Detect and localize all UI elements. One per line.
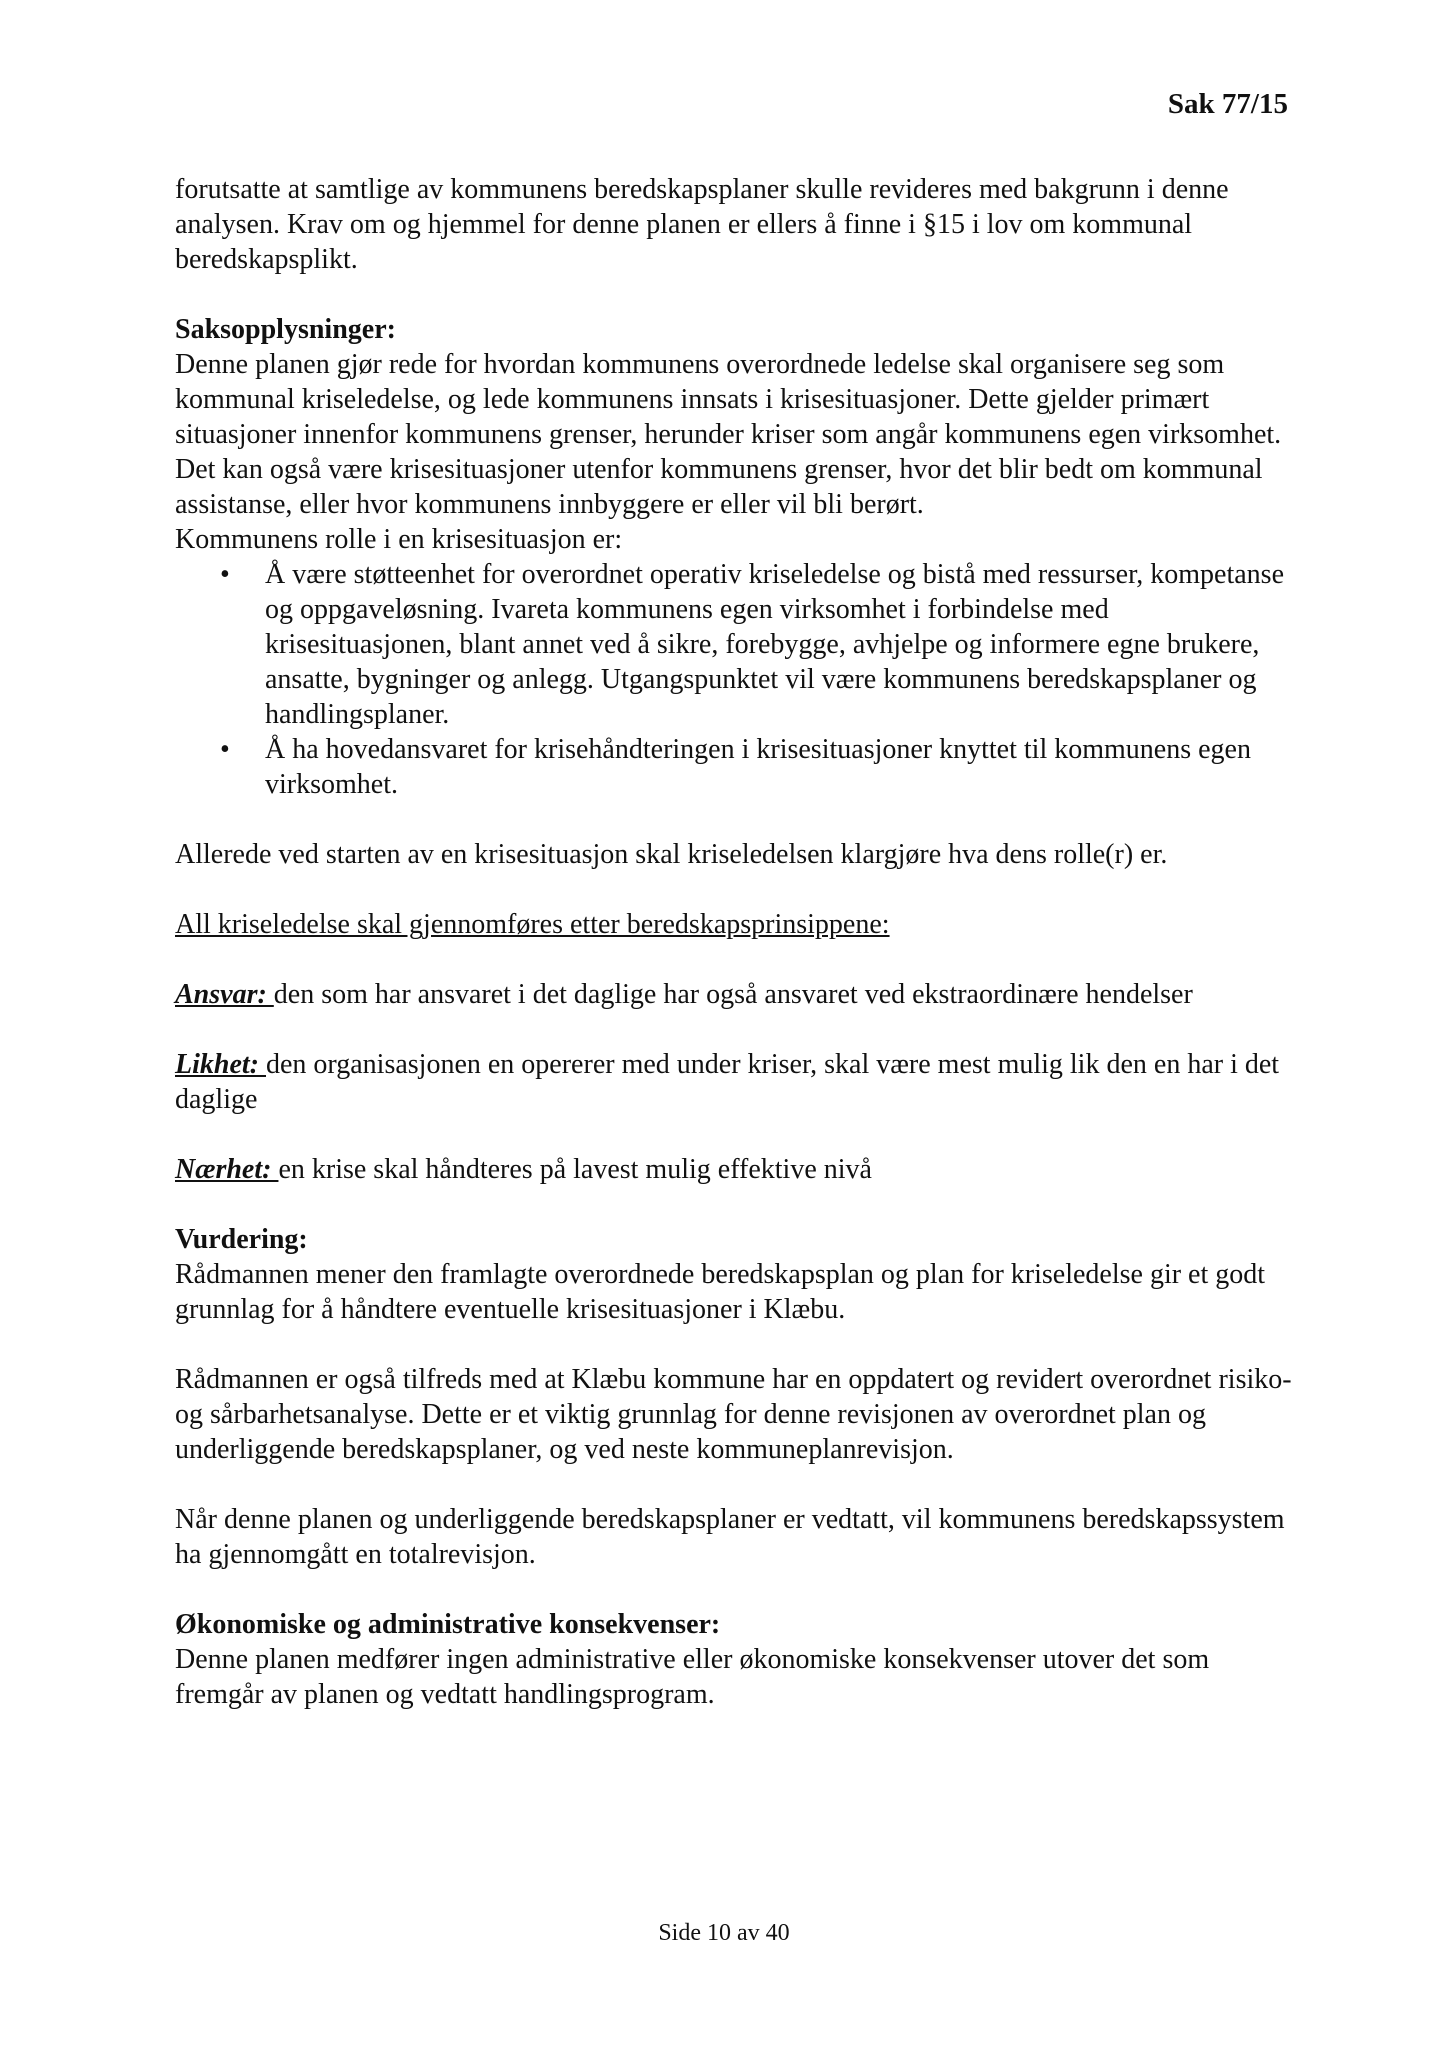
list-item <box>175 732 1295 802</box>
vurdering-heading: Vurdering: <box>175 1224 308 1255</box>
vurdering-paragraph: Rådmannen er også tilfreds med at Klæbu kommune har en oppdatert og revidert overordnet risiko- og sårbarhetsanalyse. Dette er et viktig grunnlag for denne revisjonen av overordnet plan og underliggende beredskapsplaner, og ved neste kommuneplanrevisjon. <box>175 1364 1292 1465</box>
page-number: Side 10 av 40 <box>658 1920 790 1946</box>
principle-term: Ansvar: <box>175 979 274 1010</box>
konsekvenser-heading: Økonomiske og administrative konsekvenser: <box>175 1609 721 1640</box>
principle-text: den organisasjonen en opererer med under kriser, skal være mest mulig lik den en har i det daglige <box>175 1049 1280 1115</box>
case-reference: Sak 77/15 <box>1167 88 1288 120</box>
roles-intro: Kommunens rolle i en krisesituasjon er: <box>175 524 623 555</box>
list-item-text: Å ha hovedansvaret for krisehåndteringen i krisesituasjoner knyttet til kommunens egen virksomhet. <box>265 734 1251 800</box>
list-item-text: Å være støtteenhet for overordnet operativ kriseledelse og bistå med ressurser, kompetanse og oppgaveløsning. Ivareta kommunens egen virksomhet i forbindelse med krisesituasjonen, blant annet ved å sikre, forebygge, avhjelpe og informere egne brukere, ansatte, bygninger og anlegg. Utgangspunktet vil være kommunens beredskapsplaner og handlingsplaner. <box>265 559 1285 730</box>
list-item <box>175 557 1295 732</box>
principle-likhet <box>175 1047 1295 1117</box>
principle-term: Nærhet: <box>175 1154 279 1185</box>
konsekvenser-paragraph: Denne planen medfører ingen administrative eller økonomiske konsekvenser utover det som fremgår av planen og vedtatt handlingsprogram. <box>175 1644 1210 1710</box>
page-content <box>175 172 1295 1712</box>
bullet-icon: • <box>220 559 230 590</box>
bullet-icon: • <box>220 734 230 765</box>
roles-list <box>175 557 1295 802</box>
principle-text: en krise skal håndteres på lavest mulig effektive nivå <box>278 1154 872 1185</box>
principle-text: den som har ansvaret i det daglige har også ansvaret ved ekstraordinære hendelser <box>273 979 1193 1010</box>
principles-heading: All kriseledelse skal gjennomføres etter beredskapsprinsippene: <box>175 909 890 940</box>
vurdering-paragraph: Når denne planen og underliggende beredskapsplaner er vedtatt, vil kommunens beredskapssystem ha gjennomgått en totalrevisjon. <box>175 1504 1285 1570</box>
intro-paragraph: forutsatte at samtlige av kommunens beredskapsplaner skulle revideres med bakgrunn i denne analysen. Krav om og hjemmel for denne planen er ellers å finne i §15 i lov om kommunal beredskapsplikt. <box>175 174 1229 275</box>
principle-term: Likhet: <box>175 1049 266 1080</box>
principle-ansvar <box>175 977 1295 1012</box>
vurdering-paragraph: Rådmannen mener den framlagte overordnede beredskapsplan og plan for kriseledelse gir et godt grunnlag for å håndtere eventuelle krisesituasjoner i Klæbu. <box>175 1259 1266 1325</box>
principle-naerhet <box>175 1152 1295 1187</box>
start-note: Allerede ved starten av en krisesituasjon skal kriseledelsen klargjøre hva dens rolle(r) er. <box>175 839 1168 870</box>
saksopplysninger-heading: Saksopplysninger: <box>175 314 396 345</box>
saksopplysninger-paragraph: Denne planen gjør rede for hvordan kommunens overordnede ledelse skal organisere seg som kommunal kriseledelse, og lede kommunens innsats i krisesituasjoner. Dette gjelder primært situasjoner innenfor kommunens grenser, herunder kriser som angår kommunens egen virksomhet. Det kan også være krisesituasjoner utenfor kommunens grenser, hvor det blir bedt om kommunal assistanse, eller hvor kommunens innbyggere er eller vil bli berørt. <box>175 349 1282 520</box>
